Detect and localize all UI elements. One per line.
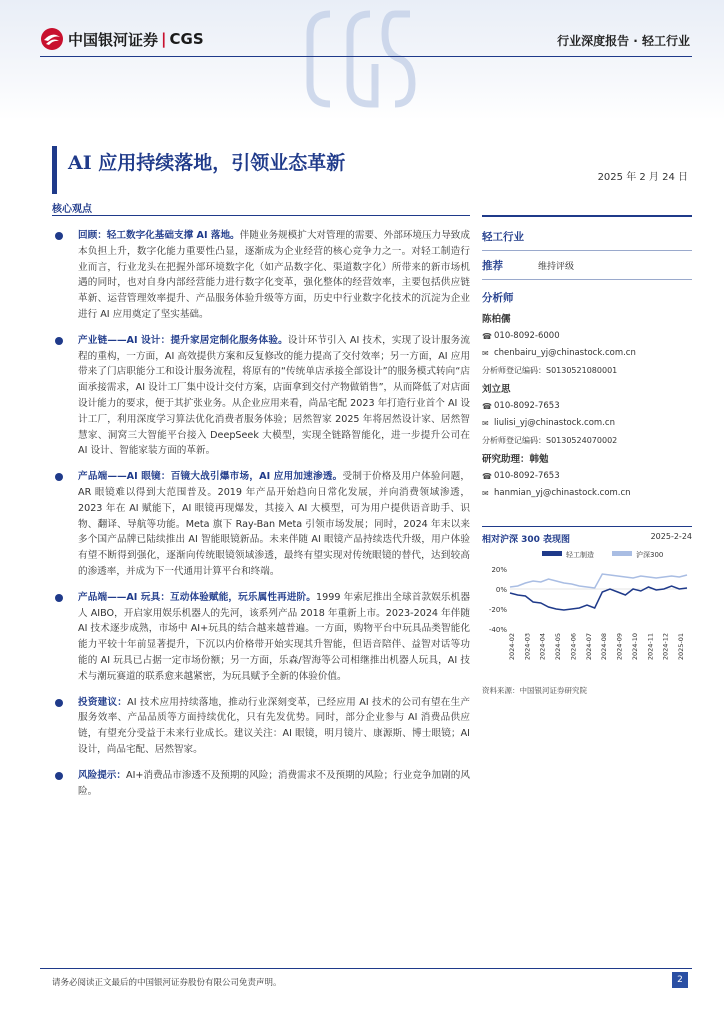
relative-performance-chart (482, 526, 692, 696)
galaxy-logo-icon (40, 27, 64, 51)
phone-text: 010-8092-7653 (494, 401, 560, 411)
x-tick-label: 2024-12 (661, 633, 670, 661)
x-tick-label: 2024-04 (538, 633, 547, 661)
legend-swatch (542, 551, 562, 556)
report-type: 行业深度报告 · 轻工行业 (557, 34, 690, 48)
company-logo (40, 27, 204, 51)
analyst-phone (482, 328, 692, 345)
email-text[interactable]: hanmian_yj@chinastock.com.cn (494, 488, 631, 498)
x-tick-label: 2025-01 (677, 633, 685, 661)
analyst-email[interactable] (482, 415, 692, 432)
analyst-email[interactable] (482, 345, 692, 362)
x-tick-label: 2024-02 (508, 633, 516, 661)
analyst-card (482, 381, 692, 449)
industry-divider (482, 250, 692, 251)
footer-divider (40, 968, 692, 969)
bullet-icon (55, 232, 63, 240)
paragraph-ai-toys (52, 590, 470, 685)
y-tick-label: 20% (491, 566, 507, 574)
email-icon: ✉ (482, 419, 489, 428)
chart-date: 2025-2-24 (650, 532, 692, 541)
paragraph-lead: 回顾：轻工数字化基础支撑 AI 落地。 (78, 230, 240, 241)
core-view-label: 核心观点 (52, 204, 92, 215)
logo-separator: | (161, 30, 167, 48)
analyst-name: 刘立思 (482, 384, 511, 395)
chart-title: 相对沪深 300 表现图 (482, 535, 571, 545)
analyst-license: 分析师登记编码：S0130521080001 (482, 366, 618, 375)
footer-disclaimer: 请务必阅读正文最后的中国银河证券股份有限公司免责声明。 (52, 978, 282, 988)
phone-text: 010-8092-6000 (494, 331, 560, 341)
paragraph-body: AI+消费品市渗透不及预期的风险；消费需求不及预期的风险；行业竞争加剧的风险。 (78, 769, 471, 797)
x-tick-label: 2024-10 (630, 633, 639, 661)
rating-label: 推荐 (482, 259, 503, 272)
report-date: 2025 年 2 月 24 日 (597, 172, 688, 183)
phone-text: 010-8092-7653 (494, 471, 560, 481)
industry-name: 轻工行业 (482, 231, 524, 243)
bullet-icon (55, 337, 63, 345)
page-number: 2 (672, 972, 688, 988)
bullet-icon (55, 699, 63, 707)
email-icon: ✉ (482, 489, 489, 498)
paragraph-body: 设计环节引入 AI 技术，实现了设计服务流程的重构，一方面，AI 高效提供方案和反复修改的能力提高了交付效率；另一方面，AI 应用带来了门店职能分工和设计服务流程，将原有的“传统单店承接全部设计”的服务模式转向“店面承接需求，AI 设计工厂集中设计交付方案，店面拿到交付产物做销售”，从而降低了对店面设计能力的要求，便于其扩张业务。从企业应用来看，尚品宅配 2023 年打造行业首个 AI 设计工厂，利用深度学习算法优化消费者服务体验；居然智家 2025 年将居然设计家、居然智慧家、洞窝三大智能平台接入 DeepSeek 大模型，实现全链路智能化，进一步提升公司在 AI 设计、智能家装方面的革新。 (78, 334, 470, 457)
rating-value: 维持评级 (538, 261, 575, 272)
assistant-name: 研究助理：韩勉 (482, 454, 549, 465)
y-tick-label: -20% (488, 606, 507, 614)
cgs-watermark (300, 4, 420, 114)
header-divider (40, 56, 692, 57)
sidebar (482, 215, 692, 502)
paragraph-risk (52, 768, 470, 800)
email-icon: ✉ (482, 349, 489, 358)
chart-header (482, 532, 692, 545)
paragraph-lead: 风险提示： (78, 769, 127, 781)
paragraph-body: 1999 年索尼推出全球首款娱乐机器人 AIBO，开启家用娱乐机器人的先河，该系列产品 2018 年重新上市。2023-2024 年伴随 AI 技术逐步成熟，市场中 AI+玩具的结合越来越普遍。一方面，购物平台中玩具品类智能化能力平较十年前显著提升，下沉以内价格带开始实现其升智能，但语音陪伴、益智对话等功能的 AI 玩具已占据一定市场份额；另一方面，乐森/智海等公司相继推出机器人玩具，AI 技术与潮玩赛道的联系愈来越紧密，为玩具赋予全新的体验价值。 (78, 591, 470, 682)
legend-label: 沪深300 (636, 551, 664, 559)
rating-divider (482, 279, 692, 280)
paragraph-body: AI 技术应用持续落地，推动行业深刻变革，已经应用 AI 技术的公司有望在生产服务效率、产品品质等方面持续优化，只有先发优势。同时，部分企业参与 AI 消费品供应链，有望充分受益于未来行业成长。建议关注：AI 眼镜，明月镜片、康源斯、博士眼镜；AI 设计，尚品宅配、居然智家。 (78, 696, 471, 755)
sidebar-top-divider (482, 215, 692, 217)
title-accent-bar (52, 146, 57, 194)
x-tick-label: 2024-09 (615, 633, 624, 661)
y-tick-label: -40% (488, 626, 507, 634)
logo-english-name: CGS (169, 30, 204, 48)
paragraph-lead: 投资建议： (78, 696, 128, 708)
assistant-card (482, 451, 692, 502)
paragraph-investment (52, 695, 470, 758)
paragraph-body: 伴随业务规模扩大对管理的需要、外部环境压力导致成本负担上升，数字化能力重要性凸显，逐渐成为企业经营的核心竞争力之一。对轻工制造行业而言，行业龙头在把握外部环境数字化（如产品数字化、渠道数字化）所带来的新市场机遇的同时，也对自身内部经营能力进行数字化变革，强化整体的经营效率，主要包括供应链革新、运营管理效率提升、产品服务体验升级等方面，历史中行业数字化技术的沉淀为企业进行 AI 应用奠定了坚实基础。 (78, 230, 470, 320)
phone-icon: ☎ (482, 402, 492, 411)
email-text[interactable]: liulisi_yj@chinastock.com.cn (494, 418, 615, 428)
x-tick-label: 2024-03 (523, 633, 532, 661)
main-content (52, 228, 470, 809)
bullet-icon (55, 594, 63, 602)
assistant-phone (482, 468, 692, 485)
x-tick-label: 2024-08 (600, 633, 609, 661)
report-title: AI 应用持续落地，引领业态革新 (68, 152, 346, 174)
paragraph-lead: 产品端——AI 眼镜：百镜大战引爆市场，AI 应用加速渗透。 (78, 471, 343, 483)
chart-svg (482, 547, 692, 679)
series-line (510, 586, 687, 610)
x-tick-label: 2024-11 (646, 633, 655, 661)
series-line (510, 574, 687, 588)
analyst-phone (482, 398, 692, 415)
legend-label: 轻工制造 (566, 551, 594, 559)
rating-row (482, 257, 692, 273)
logo-chinese-name: 中国银河证券 (68, 30, 159, 49)
paragraph-ai-glasses (52, 469, 470, 580)
y-tick-label: 0% (495, 586, 507, 594)
bullet-icon (55, 772, 63, 780)
paragraph-ai-design (52, 333, 470, 459)
analyst-heading: 分析师 (482, 292, 514, 304)
analyst-card (482, 311, 692, 379)
paragraph-lead: 产品端——AI 玩具：互动体验赋能，玩乐属性再进阶。 (78, 591, 317, 603)
phone-icon: ☎ (482, 472, 492, 481)
chart-source: 资料来源：中国银河证券研究院 (482, 686, 587, 695)
legend-swatch (612, 551, 632, 556)
analyst-license: 分析师登记编码：S0130524070002 (482, 436, 618, 445)
x-tick-label: 2024-07 (584, 633, 593, 661)
x-tick-label: 2024-06 (569, 633, 578, 661)
core-view-divider (52, 215, 470, 216)
bullet-icon (55, 473, 63, 481)
paragraph-body: 受制于价格及用户体验问题，AR 眼镜难以得到大范围普及。2019 年产品开始趋向日常化发展，并向消费领域渗透，2023 年在 AI 赋能下，AI 眼镜再现爆发，其接入 AI 大模型，可为用户提供语音助手、识物、翻译、导航等功能。Meta 旗下 Ray-Ban Meta 引领市场发展；同时，2024 年末以来多个国产品牌已陆续推出 AI 智能眼镜新品。未来伴随 AI 眼镜产品持续迭代升级，用户体验有望不断得到强化，逐渐向传统眼镜领域渗透，最终有望实现对传统眼镜的替代，达到较高的渗透率，并成为下一代通用计算平台和终端。 (78, 471, 471, 577)
paragraph-lead: 产业链——AI 设计：提升家居定制化服务体验。 (78, 334, 288, 346)
analyst-name: 陈柏儒 (482, 314, 511, 325)
email-text[interactable]: chenbairu_yj@chinastock.com.cn (494, 348, 636, 358)
assistant-email[interactable] (482, 485, 692, 502)
chart-top-divider (482, 526, 692, 527)
phone-icon: ☎ (482, 332, 492, 341)
paragraph-review (52, 228, 470, 323)
x-tick-label: 2024-05 (554, 633, 563, 661)
